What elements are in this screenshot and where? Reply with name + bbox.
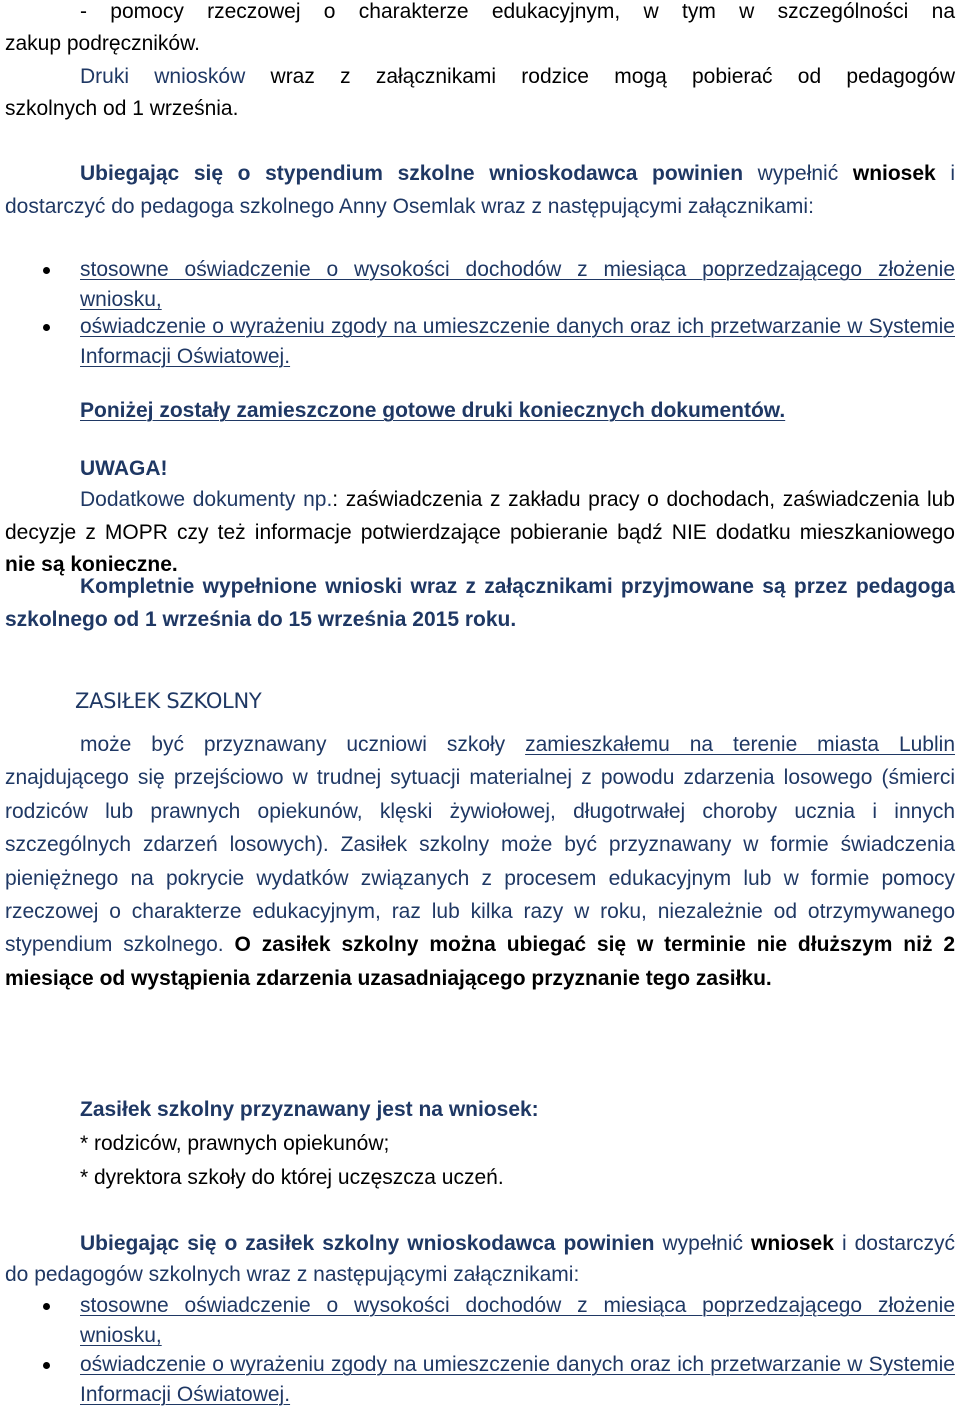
dodatkowe-paragraph xyxy=(5,484,955,582)
bullet-icon xyxy=(43,1303,50,1310)
bullet-icon xyxy=(43,324,50,331)
wniosek-item-2: * dyrektora szkoły do której uczęszcza uczeń. xyxy=(80,1166,504,1189)
ponizej-heading: Poniżej zostały zamieszczone gotowe druki koniecznych dokumentów. xyxy=(80,399,786,422)
wniosek2-bold: wniosek xyxy=(751,1232,834,1255)
kompletnie-text: Kompletnie wypełnione wnioski wraz z załącznikami przyjmowane są przez pedagoga szkolnego od 1 września do 15 września 2015 roku. xyxy=(5,575,955,631)
bullet-text: stosowne oświadczenie o wysokości dochodów z miesiąca poprzedzającego złożenie wniosku, xyxy=(80,1294,955,1347)
bullet-text: oświadczenie o wyrażeniu zgody na umieszczenie danych oraz ich przetwarzanie w Systemie Informacji Oświatowej. xyxy=(80,1353,955,1406)
dodatkowe-c: nie są konieczne. xyxy=(5,553,178,576)
intro-line-1: - pomocy rzeczowej o charakterze edukacyjnym, w tym w szczególności na xyxy=(80,0,955,23)
ubieg-zasilek-paragraph xyxy=(5,1228,955,1290)
bullet-text: stosowne oświadczenie o wysokości dochodów z miesiąca poprzedzającego złożenie wniosku, xyxy=(80,258,955,311)
ubieg-rest: wypełnić xyxy=(743,162,853,185)
p1-a: może być przyznawany uczniowi szkoły xyxy=(80,733,526,756)
ubieg-bold: Ubiegając się o stypendium szkolne wnioskodawca powinien xyxy=(80,162,744,185)
kompletnie-paragraph xyxy=(5,571,955,636)
druki-rest: wraz z załącznikami rodzice mogą pobierać od pedagogów xyxy=(245,65,955,88)
ubieg2-rest: wypełnić xyxy=(654,1232,752,1255)
druki-link-text: Druki wniosków xyxy=(80,65,246,88)
ubieg-stypendium-paragraph xyxy=(5,158,955,223)
wniosek-item-1: * rodziców, prawnych opiekunów; xyxy=(80,1132,390,1155)
ubieg-rest2: i dostarczyć do pedagoga szkolnego Anny Osemlak wraz z następującymi załącznikami: xyxy=(5,162,956,218)
p1-b: znajdującego się przejściowo w trudnej sytuacji materialnej z powodu zdarzenia losowego (śmierci rodziców lub prawnych opiekunów, klęski żywiołowej, długotrwałej choroby ucznia i innych szczególnych zdarzeń losowych). Zasiłek szkolny może być przyznawany w formie świadczenia pieniężnego na pokrycie wydatków związanych z procesem edukacyjnym lub w formie pomocy rzeczowej o charakterze edukacyjnym, raz lub kilka razy w roku, niezależnie od otrzymywanego stypendium szkolnego. xyxy=(5,766,955,957)
zasilek-paragraph xyxy=(5,728,955,995)
p1-bold: O zasiłek szkolny można ubiegać się w terminie nie dłuższym niż 2 miesiące od wystąpienia zdarzenia uzasadniającego przyznanie tego zasiłku. xyxy=(5,933,955,990)
druki-line-2: szkolnych od 1 września. xyxy=(5,97,239,120)
bullet-icon xyxy=(43,1362,50,1369)
bullet-icon xyxy=(43,267,50,274)
intro-line-2: zakup podręczników. xyxy=(5,32,200,55)
bullet-text: oświadczenie o wyrażeniu zgody na umieszczenie danych oraz ich przetwarzanie w Systemie Informacji Oświatowej. xyxy=(80,315,955,368)
druki-line-1 xyxy=(5,61,955,93)
zasilek-heading: ZASIŁEK SZKOLNY xyxy=(75,689,262,713)
wniosek-bold: wniosek xyxy=(852,162,936,185)
przyznawany-heading: Zasiłek szkolny przyznawany jest na wniosek: xyxy=(80,1098,539,1121)
uwaga-label: UWAGA! xyxy=(80,457,168,480)
dodatkowe-a: Dodatkowe dokumenty np. xyxy=(80,488,333,511)
ubieg2-rest2: i dostarczyć do pedagogów szkolnych wraz z następującymi załącznikami: xyxy=(5,1232,955,1286)
dodatkowe-b: : zaświadczenia z zakładu pracy o dochodach, zaświadczenia lub decyzje z MOPR czy też informacje potwierdzające pobieranie bądź NIE dodatku mieszkaniowego xyxy=(5,488,955,544)
p1-underlined: zamieszkałemu na terenie miasta Lublin xyxy=(525,733,955,756)
ubieg2-bold: Ubiegając się o zasiłek szkolny wnioskodawca powinien xyxy=(80,1232,655,1255)
